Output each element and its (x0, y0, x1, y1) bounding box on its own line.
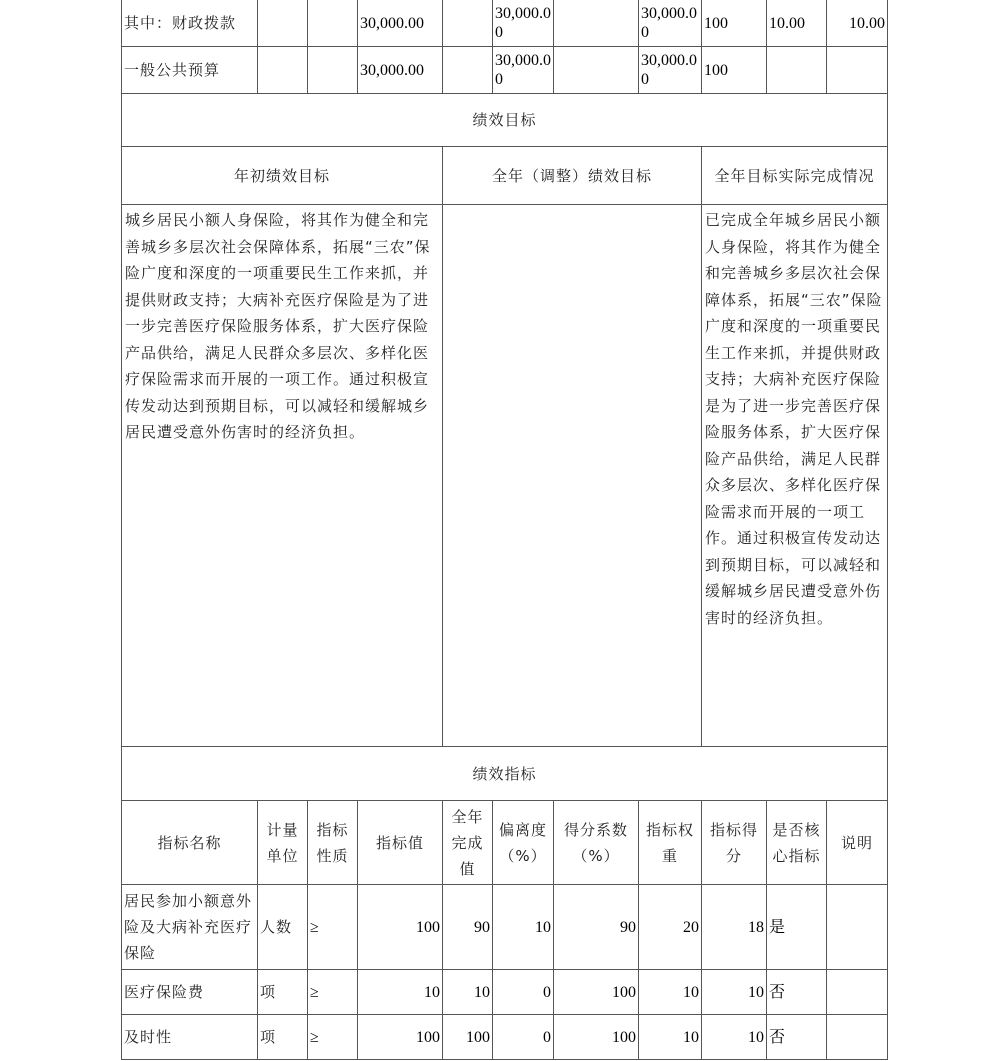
indicator-target: 10 (358, 970, 443, 1015)
indicator-coef: 100 (554, 970, 639, 1015)
col-header-unit: 计量单位 (258, 801, 308, 885)
indicator-nature: ≥ (308, 970, 358, 1015)
indicator-actual: 90 (443, 885, 493, 970)
indicator-actual: 10 (443, 970, 493, 1015)
funding-cell: 30,000.00 (639, 0, 702, 47)
funding-cell: 30,000.00 (358, 0, 443, 47)
funding-cell: 10.00 (767, 0, 827, 47)
funding-cell (554, 47, 639, 94)
indicator-name: 医疗保险费 (122, 970, 258, 1015)
funding-cell (767, 47, 827, 94)
indicator-weight: 10 (639, 1015, 702, 1060)
funding-cell: 100 (702, 0, 767, 47)
performance-table (121, 0, 888, 1060)
funding-cell: 30,000.00 (493, 0, 554, 47)
indicator-core: 是 (767, 885, 827, 970)
indicator-deviation: 0 (493, 970, 554, 1015)
funding-cell (258, 47, 308, 94)
indicator-unit: 项 (258, 970, 308, 1015)
indicator-unit: 人数 (258, 885, 308, 970)
col-header-name: 指标名称 (122, 801, 258, 885)
funding-cell: 10.00 (827, 0, 888, 47)
indicators-header-row (122, 801, 888, 885)
indicator-score: 10 (702, 1015, 767, 1060)
funding-cell (443, 47, 493, 94)
funding-label: 一般公共预算 (122, 47, 258, 94)
funding-cell (554, 0, 639, 47)
indicator-score: 10 (702, 970, 767, 1015)
indicator-coef: 100 (554, 1015, 639, 1060)
goals-initial-text: 城乡居民小额人身保险，将其作为健全和完善城乡多层次社会保障体系，拓展“三农”保险广度和深度的一项重要民生工作来抓，并提供财政支持；大病补充医疗保险是为了进一步完善医疗保险服务体系，扩大医疗保险产品供给，满足人民群众多层次、多样化医疗保险需求而开展的一项工作。通过积极宣传发动达到预期目标，可以减轻和缓解城乡居民遭受意外伤害时的经济负担。 (122, 205, 443, 747)
indicator-actual: 100 (443, 1015, 493, 1060)
col-header-actual: 全年完成值 (443, 801, 493, 885)
goals-section-title: 绩效目标 (122, 94, 888, 147)
indicator-weight: 20 (639, 885, 702, 970)
goals-adjusted-text (443, 205, 702, 747)
indicator-target: 100 (358, 1015, 443, 1060)
funding-cell: 30,000.00 (358, 47, 443, 94)
indicator-unit: 项 (258, 1015, 308, 1060)
col-header-score: 指标得分 (702, 801, 767, 885)
table-row (122, 1015, 888, 1060)
col-header-target: 指标值 (358, 801, 443, 885)
col-header-core: 是否核心指标 (767, 801, 827, 885)
goals-header-initial: 年初绩效目标 (122, 147, 443, 205)
indicator-note (827, 885, 888, 970)
funding-cell (258, 0, 308, 47)
indicator-note (827, 970, 888, 1015)
col-header-note: 说明 (827, 801, 888, 885)
indicator-nature: ≥ (308, 885, 358, 970)
indicator-score: 18 (702, 885, 767, 970)
indicator-nature: ≥ (308, 1015, 358, 1060)
funding-cell (443, 0, 493, 47)
indicator-core: 否 (767, 1015, 827, 1060)
funding-cell: 30,000.00 (493, 47, 554, 94)
funding-cell (308, 0, 358, 47)
indicator-coef: 90 (554, 885, 639, 970)
indicator-weight: 10 (639, 970, 702, 1015)
col-header-weight: 指标权重 (639, 801, 702, 885)
indicator-deviation: 10 (493, 885, 554, 970)
col-header-deviation: 偏离度（%） (493, 801, 554, 885)
col-header-coef: 得分系数（%） (554, 801, 639, 885)
indicator-note (827, 1015, 888, 1060)
indicator-name: 及时性 (122, 1015, 258, 1060)
indicator-deviation: 0 (493, 1015, 554, 1060)
col-header-nature: 指标性质 (308, 801, 358, 885)
indicators-section-title: 绩效指标 (122, 747, 888, 801)
goals-header-adjusted: 全年（调整）绩效目标 (443, 147, 702, 205)
funding-cell: 30,000.00 (639, 47, 702, 94)
indicator-name: 居民参加小额意外险及大病补充医疗保险 (122, 885, 258, 970)
goals-actual-text: 已完成全年城乡居民小额人身保险，将其作为健全和完善城乡多层次社会保障体系，拓展“三农”保险广度和深度的一项重要民生工作来抓，并提供财政支持；大病补充医疗保险是为了进一步完善医疗保险服务体系，扩大医疗保险产品供给，满足人民群众多层次、多样化医疗保险需求而开展的一项工作。通过积极宣传发动达到预期目标，可以减轻和缓解城乡居民遭受意外伤害时的经济负担。 (702, 205, 888, 747)
table-row (122, 970, 888, 1015)
funding-cell (308, 47, 358, 94)
funding-row (122, 47, 888, 94)
funding-row (122, 0, 888, 47)
funding-cell (827, 47, 888, 94)
funding-label: 其中：财政拨款 (122, 0, 258, 47)
table-row (122, 885, 888, 970)
goals-header-actual: 全年目标实际完成情况 (702, 147, 888, 205)
indicator-core: 否 (767, 970, 827, 1015)
indicator-target: 100 (358, 885, 443, 970)
funding-cell: 100 (702, 47, 767, 94)
